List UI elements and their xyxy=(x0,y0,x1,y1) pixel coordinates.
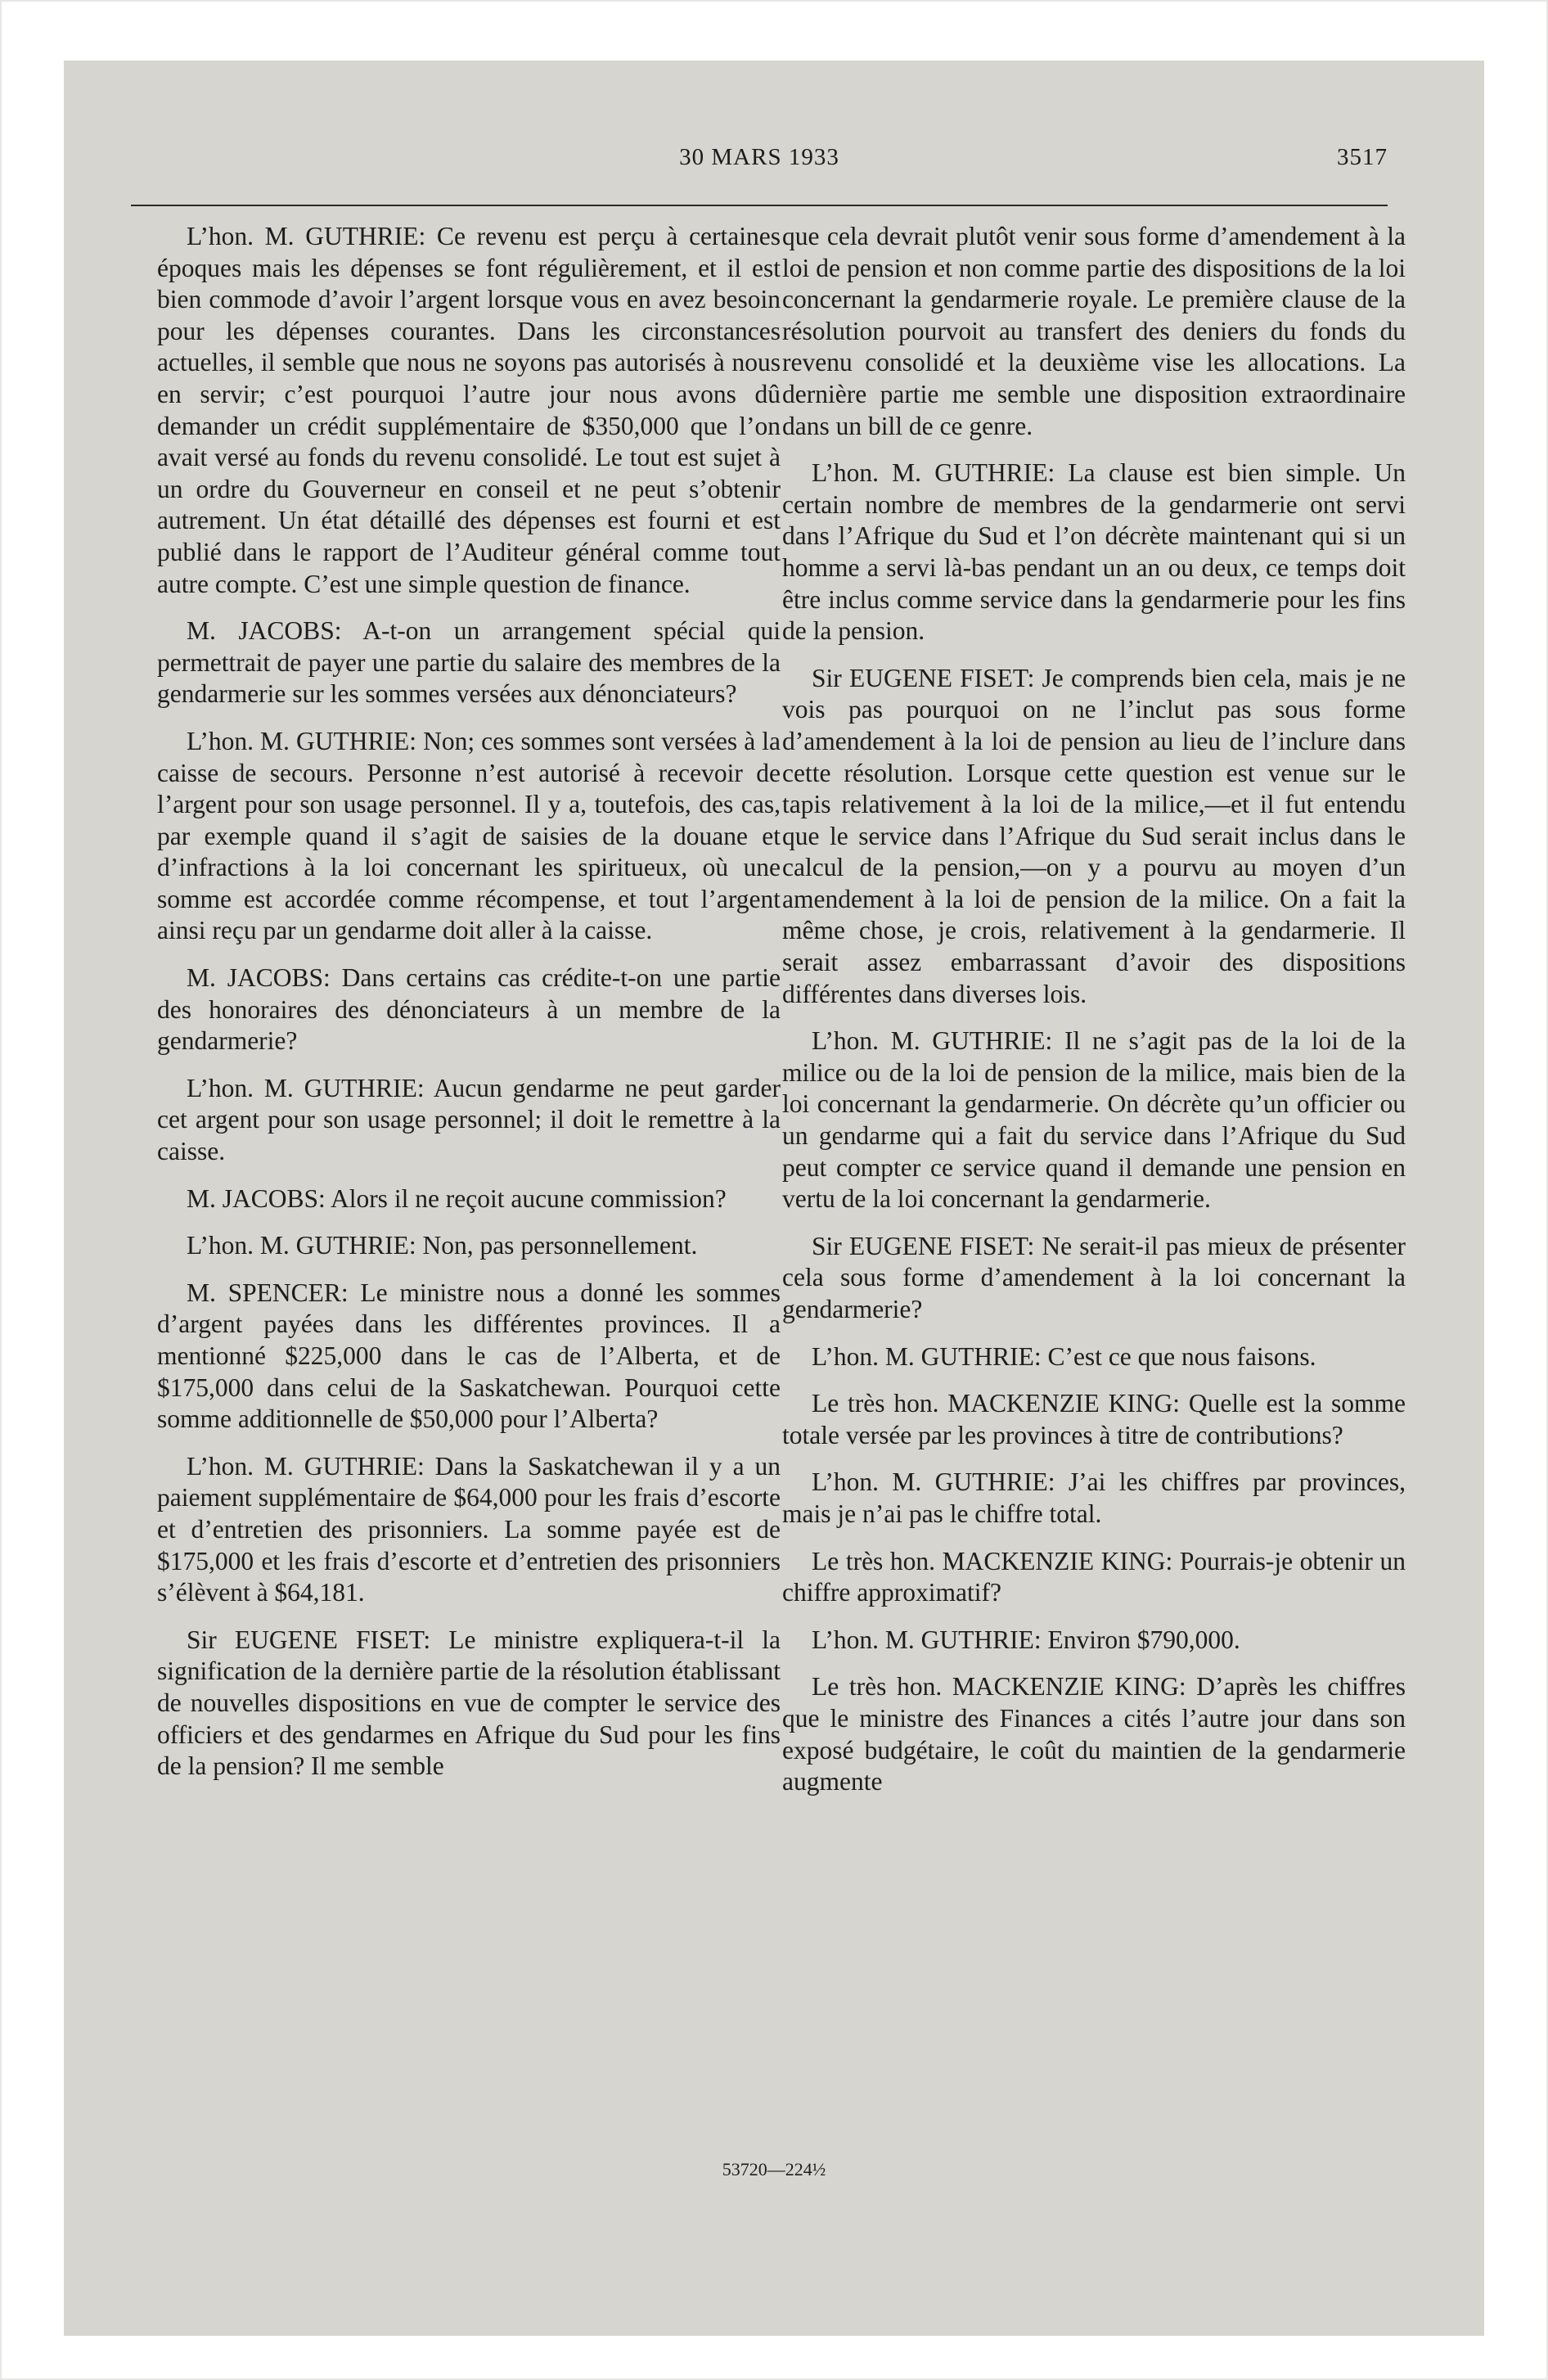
paragraph: M. JACOBS: Dans certains cas crédite-t-on une partie des honoraires des dénonciateurs à un membre de la gendarmerie? xyxy=(157,963,781,1056)
paragraph: L’hon. M. GUTHRIE: Non, pas personnellement. xyxy=(187,1231,698,1260)
paragraph: L’hon. M. GUTHRIE: Aucun gendarme ne peut garder cet argent pour son usage personnel; il doit le remettre à la caisse. xyxy=(157,1073,781,1166)
paragraph: L’hon. M. GUTHRIE: Il ne s’agit pas de la loi de la milice ou de la loi de pension de la milice, mais bien de la loi concernant la gendarmerie. On décrète qu’un officier ou un gendarme qui a fait du service dans l’Afrique du Sud peut compter ce service quand il demande une pension en vertu de la loi concernant la gendarmerie. xyxy=(782,1026,1406,1214)
right-column xyxy=(782,221,1406,1814)
paragraph: que cela devrait plutôt venir sous forme d’amendement à la loi de pension et non comme partie des dispositions de la loi concernant la gendarmerie royale. Le première clause de la résolution pourvoit au transfert des deniers du fonds du revenu consolidé et la deuxième vise les allocations. La dernière partie me semble une disposition extraordinaire dans un bill de ce genre. xyxy=(782,222,1406,440)
paragraph: Sir EUGENE FISET: Le ministre expliquera-t-il la signification de la dernière partie de la résolution établissant de nouvelles dispositions en vue de compter le service des officiers et des gendarmes en Afrique du Sud pour les fins de la pension? Il me semble xyxy=(157,1625,781,1781)
paragraph: L’hon. M. GUTHRIE: Dans la Saskatchewan il y a un paiement supplémentaire de $64,000 pour les frais d’escorte et d’entretien des prisonniers. La somme payée est de $175,000 et les frais d’escorte et d’entretien des prisonniers s’élèvent à $64,181. xyxy=(157,1451,781,1607)
paragraph: Sir EUGENE FISET: Je comprends bien cela, mais je ne vois pas pourquoi on ne l’inclut pas sous forme d’amendement à la loi de pension au lieu de l’inclure dans cette résolution. Lorsque cette question est venue sur le tapis relativement à la loi de la milice,—et il fut entendu que le service dans l’Afrique du Sud serait inclus dans le calcul de la pension,—on y a pourvu au moyen d’un amendement à la loi de pension de la milice. On a fait la même chose, je crois, relativement à la gendarmerie. Il serait assez embarrassant d’avoir des dispositions différentes dans diverses lois. xyxy=(782,663,1406,1008)
header-date: 30 MARS 1933 xyxy=(679,144,839,170)
paragraph: M. SPENCER: Le ministre nous a donné les sommes d’argent payées dans les différentes provinces. Il a mentionné $225,000 dans le cas de l’Alberta, et de $175,000 dans celui de la Saskatchewan. Pourquoi cette somme additionnelle de $50,000 pour l’Alberta? xyxy=(157,1278,781,1434)
paragraph: L’hon. M. GUTHRIE: La clause est bien simple. Un certain nombre de membres de la gendarmerie ont servi dans l’Afrique du Sud et l’on décrète maintenant qui si un homme a servi là-bas pendant un an ou deux, ce temps doit être inclus comme service dans la gendarmerie pour les fins de la pension. xyxy=(782,458,1406,646)
left-column xyxy=(157,221,781,1798)
paragraph: Le très hon. MACKENZIE KING: Quelle est la somme totale versée par les provinces à titre de contributions? xyxy=(782,1389,1406,1449)
paragraph: L’hon. M. GUTHRIE: Ce revenu est perçu à certaines époques mais les dépenses se font régulièrement, et il est bien commode d’avoir l’argent lorsque vous en avez besoin pour les dépenses courantes. Dans les circonstances actuelles, il semble que nous ne soyons pas autorisés à nous en servir; c’est pourquoi l’autre jour nous avons dû demander un crédit supplémentaire de $350,000 que l’on avait versé au fonds du revenu consolidé. Le tout est sujet à un ordre du Gouverneur en conseil et ne peut s’obtenir autrement. Un état détaillé des dépenses est fourni et est publié dans le rapport de l’Auditeur général comme tout autre compte. C’est une simple question de finance. xyxy=(157,222,781,598)
running-header xyxy=(131,144,1388,180)
paragraph: M. JACOBS: Alors il ne reçoit aucune commission? xyxy=(187,1183,727,1213)
header-rule xyxy=(131,205,1388,206)
paragraph: L’hon. M. GUTHRIE: Non; ces sommes sont versées à la caisse de secours. Personne n’est autorisé à recevoir de l’argent pour son usage personnel. Il y a, toutefois, des cas, par exemple quand il s’agit de saisies de la douane et d’infractions à la loi concernant les spiritueux, où une somme est accordée comme récompense, et tout l’argent ainsi reçu par un gendarme doit aller à la caisse. xyxy=(157,726,781,945)
paragraph: Le très hon. MACKENZIE KING: Pourrais-je obtenir un chiffre approximatif? xyxy=(782,1546,1406,1607)
page-number: 3517 xyxy=(1337,144,1388,170)
paragraph: L’hon. M. GUTHRIE: C’est ce que nous faisons. xyxy=(812,1341,1316,1371)
paragraph: L’hon. M. GUTHRIE: J’ai les chiffres par provinces, mais je n’ai pas le chiffre total. xyxy=(782,1467,1406,1528)
paragraph: Le très hon. MACKENZIE KING: D’après les chiffres que le ministre des Finances a cités l’autre jour dans son exposé budgétaire, le coût du maintien de la gendarmerie augmente xyxy=(782,1672,1406,1796)
footer-signature: 53720—224½ xyxy=(722,2159,826,2179)
paragraph: Sir EUGENE FISET: Ne serait-il pas mieux de présenter cela sous forme d’amendement à la loi concernant la gendarmerie? xyxy=(782,1231,1406,1323)
paragraph: M. JACOBS: A-t-on un arrangement spécial qui permettrait de payer une partie du salaire des membres de la gendarmerie sur les sommes versées aux dénonciateurs? xyxy=(157,616,781,709)
paragraph: L’hon. M. GUTHRIE: Environ $790,000. xyxy=(812,1625,1240,1654)
